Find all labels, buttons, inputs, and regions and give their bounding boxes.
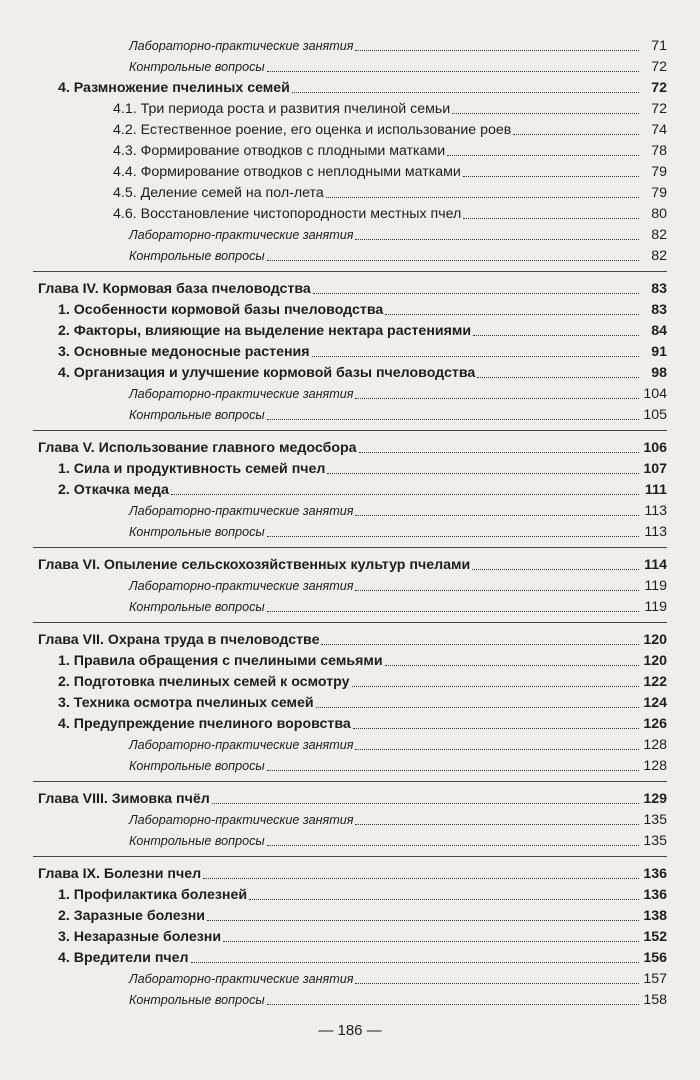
toc-entry-title: 4. Организация и улучшение кормовой базы пчеловодства	[58, 365, 476, 381]
toc-entry-lab	[33, 520, 667, 541]
toc-entry-page: 98	[651, 365, 667, 381]
dot-leader	[452, 113, 639, 114]
toc-entry-title: Контрольные вопросы	[129, 993, 265, 1007]
toc-entry-page: 83	[651, 302, 667, 318]
toc-entry-section	[33, 319, 667, 340]
toc-entry-page: 104	[643, 386, 667, 402]
dot-leader	[326, 197, 639, 198]
toc-entry-section	[33, 478, 667, 499]
toc-entry-title: Контрольные вопросы	[129, 834, 265, 848]
toc-entry-section	[33, 298, 667, 319]
toc-entry-page: 82	[651, 248, 667, 264]
dot-leader	[359, 452, 639, 453]
toc-entry-lab	[33, 988, 667, 1009]
dot-leader	[316, 707, 639, 708]
chapter-divider	[33, 547, 667, 548]
dot-leader	[477, 377, 639, 378]
toc-entry-page: 78	[651, 143, 667, 159]
dot-leader	[355, 824, 639, 825]
toc-entry-page: 119	[644, 599, 667, 615]
toc-entry-title: Контрольные вопросы	[129, 759, 265, 773]
toc-entry-section	[33, 670, 667, 691]
toc-entry-lab	[33, 499, 667, 520]
toc-entry-title: 4.5. Деление семей на пол-лета	[113, 185, 324, 201]
toc-entry-page: 138	[643, 908, 667, 924]
dot-leader	[463, 218, 639, 219]
toc-entry-page: 128	[643, 758, 667, 774]
toc-entry-title: 1. Профилактика болезней	[58, 887, 248, 903]
toc-entry-page: 126	[643, 716, 667, 732]
dot-leader	[203, 878, 639, 879]
toc-entry-chapter	[33, 862, 667, 883]
toc-entry-page: 74	[651, 122, 667, 138]
toc-entry-page: 72	[651, 101, 667, 117]
dot-leader	[355, 983, 639, 984]
dot-leader	[191, 962, 639, 963]
dot-leader	[267, 260, 639, 261]
toc-entry-lab	[33, 829, 667, 850]
dot-leader	[353, 728, 639, 729]
toc-entry-page: 83	[651, 281, 667, 297]
dot-leader	[267, 845, 639, 846]
dot-leader	[463, 176, 639, 177]
toc-entry-page: 107	[643, 461, 667, 477]
dot-leader	[321, 644, 639, 645]
toc-entry-lab	[33, 754, 667, 775]
toc-entry-lab	[33, 34, 667, 55]
toc-entry-page: 72	[651, 80, 667, 96]
toc-entry-page: 79	[651, 164, 667, 180]
dot-leader	[292, 92, 639, 93]
toc-entry-page: 128	[643, 737, 667, 753]
toc-entry-sub	[33, 160, 667, 181]
toc-entry-section	[33, 457, 667, 478]
dot-leader	[355, 590, 639, 591]
toc-entry-page: 135	[643, 833, 667, 849]
toc-entry-title: 4. Предупреждение пчелиного воровства	[58, 716, 351, 732]
toc-entry-page: 82	[651, 227, 667, 243]
toc-entry-title: 1. Сила и продуктивность семей пчел	[58, 461, 326, 477]
toc-entry-title: 4.1. Три периода роста и развития пчелиной семьи	[113, 101, 451, 117]
dot-leader	[355, 398, 639, 399]
chapter-divider	[33, 271, 667, 272]
dot-leader	[513, 134, 639, 135]
toc-entry-title: Лабораторно-практические занятия	[129, 738, 354, 752]
toc-entry-title: Контрольные вопросы	[129, 60, 265, 74]
toc-entry-section	[33, 649, 667, 670]
toc-entry-page: 120	[643, 632, 667, 648]
toc-entry-title: Лабораторно-практические занятия	[129, 813, 354, 827]
toc-entry-title: Глава V. Использование главного медосбора	[38, 440, 357, 456]
toc-entry-section	[33, 691, 667, 712]
dot-leader	[473, 335, 639, 336]
toc-entry-section	[33, 340, 667, 361]
toc-entry-title: 4. Вредители пчел	[58, 950, 189, 966]
dot-leader	[267, 536, 639, 537]
toc-entry-title: Глава VII. Охрана труда в пчеловодстве	[38, 632, 320, 648]
toc-entry-title: Лабораторно-практические занятия	[129, 387, 354, 401]
toc-entry-title: 4.3. Формирование отводков с плодными матками	[113, 143, 446, 159]
toc-entry-title: Контрольные вопросы	[129, 525, 265, 539]
toc-entry-page: 80	[651, 206, 667, 222]
toc-entry-title: 1. Особенности кормовой базы пчеловодства	[58, 302, 384, 318]
toc-entry-lab	[33, 574, 667, 595]
toc-entry-chapter	[33, 436, 667, 457]
toc-entry-title: 2. Заразные болезни	[58, 908, 205, 924]
toc-entry-title: Контрольные вопросы	[129, 249, 265, 263]
toc-entry-page: 152	[643, 929, 667, 945]
toc-entry-page: 72	[651, 59, 667, 75]
toc-entry-page: 91	[651, 344, 667, 360]
dot-leader	[355, 50, 639, 51]
toc-entry-title: 4. Размножение пчелиных семей	[58, 80, 290, 96]
toc-entry-title: Лабораторно-практические занятия	[129, 228, 354, 242]
toc-entry-page: 79	[651, 185, 667, 201]
dot-leader	[327, 473, 639, 474]
toc-entry-title: 4.2. Естественное роение, его оценка и использование роев	[113, 122, 512, 138]
toc-entry-title: 3. Техника осмотра пчелиных семей	[58, 695, 314, 711]
dot-leader	[355, 515, 639, 516]
toc-entry-lab	[33, 55, 667, 76]
toc-entry-title: Глава IV. Кормовая база пчеловодства	[38, 281, 311, 297]
dot-leader	[267, 419, 639, 420]
toc-entry-title: Лабораторно-практические занятия	[129, 579, 354, 593]
dot-leader	[267, 611, 639, 612]
toc-entry-title: 1. Правила обращения с пчелиными семьями	[58, 653, 383, 669]
toc-entry-chapter	[33, 553, 667, 574]
toc-entry-chapter	[33, 277, 667, 298]
toc-entry-lab	[33, 967, 667, 988]
toc-entry-title: Лабораторно-практические занятия	[129, 39, 354, 53]
chapter-divider	[33, 781, 667, 782]
toc-entry-sub	[33, 181, 667, 202]
dot-leader	[207, 920, 639, 921]
toc-entry-page: 105	[643, 407, 667, 423]
toc-entry-page: 157	[643, 971, 667, 987]
dot-leader	[355, 239, 639, 240]
toc-entry-page: 119	[644, 578, 667, 594]
toc-entry-title: Лабораторно-практические занятия	[129, 972, 354, 986]
toc-entry-page: 120	[643, 653, 667, 669]
dot-leader	[472, 569, 639, 570]
toc-entry-lab	[33, 808, 667, 829]
toc-entry-section	[33, 712, 667, 733]
toc-entry-title: 2. Откачка меда	[58, 482, 169, 498]
toc-entry-lab	[33, 223, 667, 244]
toc-entry-title: Глава VIII. Зимовка пчёл	[38, 791, 210, 807]
toc-entry-page: 111	[644, 482, 667, 498]
toc-entry-page: 84	[651, 323, 667, 339]
toc-entry-page: 113	[644, 503, 667, 519]
dot-leader	[212, 803, 639, 804]
toc-entry-page: 135	[643, 812, 667, 828]
table-of-contents	[33, 34, 667, 1009]
dot-leader	[355, 749, 639, 750]
toc-entry-sub	[33, 118, 667, 139]
toc-entry-lab	[33, 595, 667, 616]
toc-entry-section	[33, 904, 667, 925]
toc-entry-page: 71	[651, 38, 667, 54]
dot-leader	[249, 899, 639, 900]
toc-entry-lab	[33, 382, 667, 403]
toc-entry-chapter	[33, 628, 667, 649]
toc-entry-page: 136	[643, 887, 667, 903]
toc-entry-section	[33, 883, 667, 904]
dot-leader	[385, 665, 639, 666]
toc-entry-lab	[33, 403, 667, 424]
toc-entry-title: Контрольные вопросы	[129, 408, 265, 422]
toc-entry-title: 4.4. Формирование отводков с неплодными матками	[113, 164, 461, 180]
toc-entry-section	[33, 76, 667, 97]
toc-entry-title: Контрольные вопросы	[129, 600, 265, 614]
chapter-divider	[33, 430, 667, 431]
toc-entry-page: 113	[644, 524, 667, 540]
toc-entry-page: 156	[643, 950, 667, 966]
toc-entry-page: 136	[643, 866, 667, 882]
toc-entry-title: 2. Факторы, влияющие на выделение нектара растениями	[58, 323, 472, 339]
dot-leader	[223, 941, 639, 942]
toc-entry-page: 122	[643, 674, 667, 690]
page-number: — 186 —	[318, 1022, 382, 1039]
toc-entry-title: 3. Основные медоносные растения	[58, 344, 310, 360]
toc-entry-page: 124	[643, 695, 667, 711]
toc-entry-section	[33, 946, 667, 967]
toc-entry-section	[33, 361, 667, 382]
toc-entry-lab	[33, 244, 667, 265]
toc-entry-sub	[33, 97, 667, 118]
dot-leader	[352, 686, 639, 687]
dot-leader	[385, 314, 639, 315]
chapter-divider	[33, 856, 667, 857]
dot-leader	[267, 770, 639, 771]
toc-entry-title: Лабораторно-практические занятия	[129, 504, 354, 518]
chapter-divider	[33, 622, 667, 623]
toc-entry-page: 106	[643, 440, 667, 456]
dot-leader	[267, 71, 639, 72]
toc-entry-sub	[33, 139, 667, 160]
toc-entry-title: 3. Незаразные болезни	[58, 929, 222, 945]
toc-entry-page: 158	[643, 992, 667, 1008]
toc-entry-section	[33, 925, 667, 946]
toc-entry-chapter	[33, 787, 667, 808]
toc-entry-title: Глава VI. Опыление сельскохозяйственных культур пчелами	[38, 557, 471, 573]
toc-entry-title: Глава IX. Болезни пчел	[38, 866, 202, 882]
toc-entry-page: 114	[644, 557, 667, 573]
toc-entry-title: 4.6. Восстановление чистопородности местных пчел	[113, 206, 462, 222]
dot-leader	[171, 494, 639, 495]
toc-entry-sub	[33, 202, 667, 223]
dot-leader	[267, 1004, 639, 1005]
toc-entry-title: 2. Подготовка пчелиных семей к осмотру	[58, 674, 350, 690]
dot-leader	[313, 293, 639, 294]
dot-leader	[312, 356, 639, 357]
toc-entry-lab	[33, 733, 667, 754]
toc-entry-page: 129	[643, 791, 667, 807]
dot-leader	[447, 155, 639, 156]
